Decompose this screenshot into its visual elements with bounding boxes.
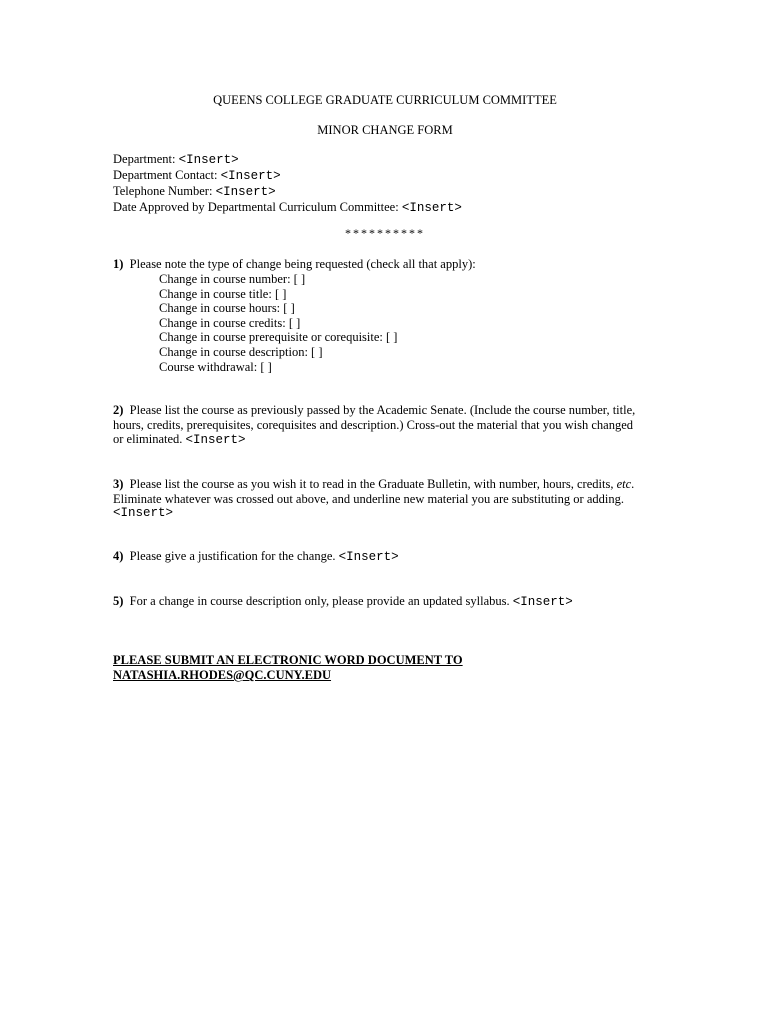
approved-line: [113, 200, 673, 216]
checkbox-course-description[interactable]: Change in course description: [ ]: [159, 344, 323, 359]
question-2: [113, 403, 673, 448]
department-label: Department:: [113, 152, 179, 166]
question-3: [113, 477, 673, 521]
checkbox-course-title[interactable]: Change in course title: [ ]: [159, 286, 287, 301]
question-3-insert-field[interactable]: <Insert>: [113, 506, 174, 521]
submit-line-1: PLEASE SUBMIT AN ELECTRONIC WORD DOCUMENT TO: [113, 653, 463, 667]
question-5-text: For a change in course description only, please provide an updated syllabus.: [129, 594, 513, 608]
form-subtitle: MINOR CHANGE FORM: [317, 123, 453, 137]
checkbox-course-number[interactable]: Change in course number: [ ]: [159, 272, 306, 286]
question-4-number: 4): [113, 549, 124, 563]
approved-label: Date Approved by Departmental Curriculum Committee:: [113, 200, 402, 214]
contact-label: Department Contact:: [113, 168, 221, 182]
question-5-number: 5): [113, 594, 124, 608]
question-3-line-1: [113, 477, 673, 492]
question-2-text-1: Please list the course as previously passed by the Academic Senate. (Include the course number, title,: [129, 403, 636, 417]
question-5: [113, 594, 673, 610]
question-1-text-line: [113, 257, 673, 272]
submit-email-link[interactable]: NATASHIA.RHODES@QC.CUNY.EDU: [113, 668, 332, 682]
question-3-line-2: Eliminate whatever was crossed out above, and underline new material you are substituting or adding.: [113, 491, 624, 506]
question-4-text: Please give a justification for the change.: [129, 549, 339, 563]
phone-label: Telephone Number:: [113, 184, 216, 198]
checkbox-prerequisite[interactable]: Change in course prerequisite or corequisite: [ ]: [159, 330, 398, 345]
change-type-list: [113, 272, 673, 374]
question-3-period: .: [631, 477, 635, 491]
approved-field[interactable]: <Insert>: [401, 201, 462, 215]
submit-instructions: [113, 653, 673, 683]
form-title: QUEENS COLLEGE GRADUATE CURRICULUM COMMITTEE: [213, 93, 557, 107]
question-4: [113, 549, 673, 565]
department-info: [113, 152, 673, 216]
question-4-insert-field[interactable]: <Insert>: [338, 550, 399, 564]
checkbox-course-hours[interactable]: Change in course hours: [ ]: [159, 301, 295, 316]
contact-line: [113, 168, 673, 184]
question-2-number: 2): [113, 403, 124, 417]
question-3-text-1: Please list the course as you wish it to read in the Graduate Bulletin, with number, hours, credits,: [129, 477, 617, 491]
separator: **********: [345, 226, 425, 240]
phone-line: [113, 184, 673, 200]
department-line: [113, 152, 673, 168]
question-2-insert-field[interactable]: <Insert>: [185, 433, 246, 448]
question-1-number: 1): [113, 257, 124, 271]
question-5-insert-field[interactable]: <Insert>: [512, 595, 573, 609]
checkbox-course-withdrawal[interactable]: Course withdrawal: [ ]: [159, 359, 272, 374]
question-1: [113, 257, 673, 374]
contact-field[interactable]: <Insert>: [220, 169, 281, 183]
question-3-italic-etc: etc: [616, 477, 632, 491]
question-2-line-1: [113, 403, 673, 418]
question-3-number: 3): [113, 477, 124, 491]
checkbox-course-credits[interactable]: Change in course credits: [ ]: [159, 315, 301, 330]
department-field[interactable]: <Insert>: [178, 153, 239, 167]
question-2-text-3: or eliminated.: [113, 432, 186, 447]
question-1-text: Please note the type of change being requested (check all that apply):: [129, 257, 476, 271]
question-2-line-2: hours, credits, prerequisites, corequisites and description.) Cross-out the material that you wish changed: [113, 417, 634, 432]
phone-field[interactable]: <Insert>: [215, 185, 276, 199]
question-2-line-3: [113, 432, 673, 448]
